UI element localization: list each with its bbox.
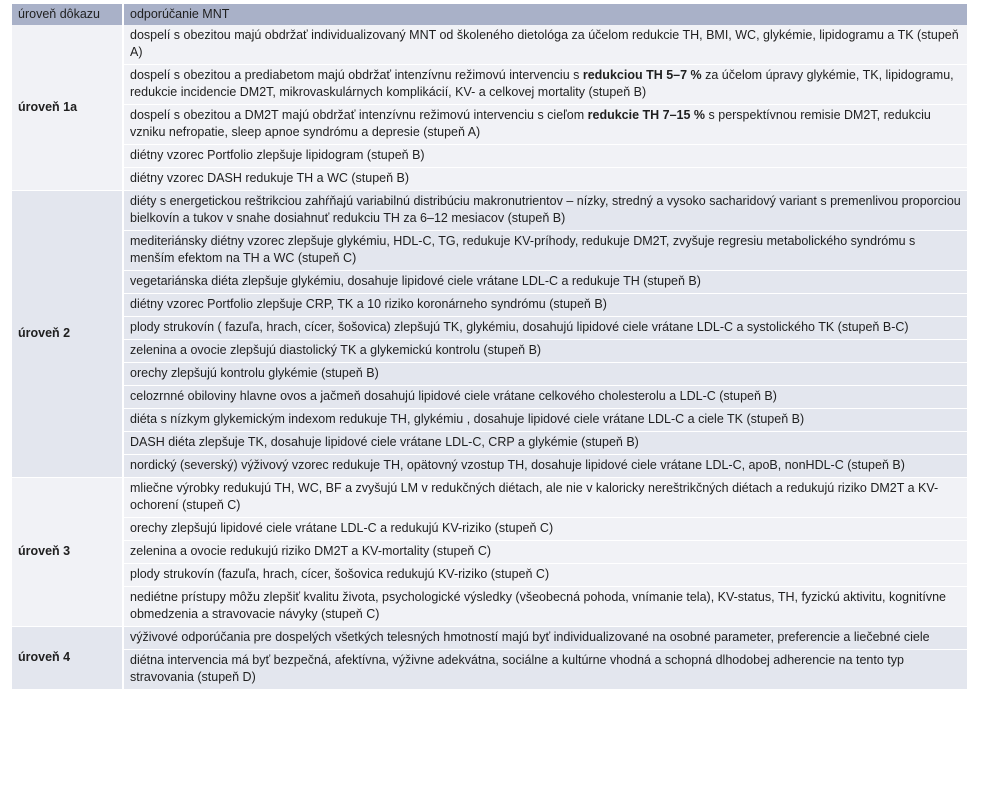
recommendation-cell: DASH diéta zlepšuje TK, dosahuje lipidové ciele vrátane LDL-C, CRP a glykémie (stupeň B) (123, 432, 967, 455)
table-row (12, 65, 967, 105)
header-evidence-level: úroveň dôkazu (12, 4, 123, 25)
table-body (12, 25, 967, 690)
recommendation-cell: diétny vzorec DASH redukuje TH a WC (stupeň B) (123, 168, 967, 191)
table-row (12, 432, 967, 455)
recommendation-cell: dospelí s obezitou a prediabetom majú obdržať intenzívnu režimovú intervenciu s redukciou TH 5–7 % za účelom úpravy glykémie, TK, lipidogramu, redukcie incidencie DM2T, mikrovaskulárnych komplikácií, KV- a celkovej mortality (stupeň B) (123, 65, 967, 105)
table-row (12, 105, 967, 145)
evidence-level-cell: úroveň 2 (12, 191, 123, 478)
recommendation-cell: plody strukovín ( fazuľa, hrach, cícer, šošovica) zlepšujú TK, glykémiu, dosahujú lipidové ciele vrátane LDL-C a systolického TK (stupeň B-C) (123, 317, 967, 340)
table-row (12, 409, 967, 432)
recommendation-cell: zelenina a ovocie zlepšujú diastolický TK a glykemickú kontrolu (stupeň B) (123, 340, 967, 363)
table-row (12, 145, 967, 168)
recommendation-cell: diétny vzorec Portfolio zlepšuje lipidogram (stupeň B) (123, 145, 967, 168)
recommendation-cell: nediétne prístupy môžu zlepšiť kvalitu života, psychologické výsledky (všeobecná pohoda, vnímanie tela), KV-status, TH, fyzickú aktivitu, kognitívne obmedzenia a stravovacie návyky (stupeň C) (123, 587, 967, 627)
evidence-level-cell: úroveň 4 (12, 627, 123, 690)
recommendation-cell: dospelí s obezitou majú obdržať individualizovaný MNT od školeného dietológa za účelom redukcie TH, BMI, WC, glykémie, lipidogramu a TK (stupeň A) (123, 25, 967, 65)
table-row (12, 294, 967, 317)
recommendation-cell: diétna intervencia má byť bezpečná, afektívna, výživne adekvátna, sociálne a kultúrne vhodná a schopná dlhodobej adherencie na tento typ stravovania (stupeň D) (123, 650, 967, 690)
header-mnt-recommendation: odporúčanie MNT (123, 4, 967, 25)
table-row (12, 478, 967, 518)
emphasized-text: redukciou TH 5–7 % (582, 68, 702, 82)
recommendation-cell: diéta s nízkym glykemickým indexom redukuje TH, glykémiu , dosahuje lipidové ciele vrátane LDL-C a ciele TK (stupeň B) (123, 409, 967, 432)
table-header-row (12, 4, 967, 25)
table-row (12, 627, 967, 650)
table-row (12, 363, 967, 386)
mnt-recommendation-table (12, 4, 967, 690)
table-row (12, 650, 967, 690)
table-row (12, 231, 967, 271)
recommendation-cell: celozrnné obiloviny hlavne ovos a jačmeň dosahujú lipidové ciele vrátane celkového cholesterolu a LDL-C (stupeň B) (123, 386, 967, 409)
recommendation-cell: diétny vzorec Portfolio zlepšuje CRP, TK a 10 riziko koronárneho syndrómu (stupeň B) (123, 294, 967, 317)
recommendation-cell: mediteriánsky diétny vzorec zlepšuje glykémiu, HDL-C, TG, redukuje KV-príhody, redukuje DM2T, zvyšuje regresiu metabolického syndrómu s menším efektom na TH a WC (stupeň C) (123, 231, 967, 271)
table-row (12, 541, 967, 564)
mnt-recommendation-table-container (12, 4, 967, 690)
evidence-level-cell: úroveň 3 (12, 478, 123, 627)
table-row (12, 587, 967, 627)
emphasized-text: redukcie TH 7–15 % (587, 108, 706, 122)
recommendation-cell: orechy zlepšujú lipidové ciele vrátane LDL-C a redukujú KV-riziko (stupeň C) (123, 518, 967, 541)
recommendation-cell: zelenina a ovocie redukujú riziko DM2T a KV-mortality (stupeň C) (123, 541, 967, 564)
table-row (12, 191, 967, 231)
recommendation-cell: diéty s energetickou reštrikciou zahŕňajú variabilnú distribúciu makronutrientov – nízky, stredný a vysoko sacharidový variant s premenlivou proporciou bielkovín a tukov v snahe dosiahnuť redukciu TH za 6–12 mesiacov (stupeň B) (123, 191, 967, 231)
table-row (12, 455, 967, 478)
table-row (12, 317, 967, 340)
table-row (12, 518, 967, 541)
table-row (12, 271, 967, 294)
table-row (12, 168, 967, 191)
recommendation-cell: výživové odporúčania pre dospelých všetkých telesných hmotností majú byť individualizované na osobné parameter, preferencie a liečebné ciele (123, 627, 967, 650)
recommendation-cell: orechy zlepšujú kontrolu glykémie (stupeň B) (123, 363, 967, 386)
recommendation-cell: mliečne výrobky redukujú TH, WC, BF a zvyšujú LM v redukčných diétach, ale nie v kaloricky nereštrikčných diétach a redukujú riziko DM2T a KV-ochorení (stupeň C) (123, 478, 967, 518)
recommendation-cell: dospelí s obezitou a DM2T majú obdržať intenzívnu režimovú intervenciu s cieľom redukcie TH 7–15 % s perspektívnou remisie DM2T, redukciu vzniku nefropatie, sleep apnoe syndrómu a depresie (stupeň A) (123, 105, 967, 145)
evidence-level-cell: úroveň 1a (12, 25, 123, 191)
recommendation-cell: vegetariánska diéta zlepšuje glykémiu, dosahuje lipidové ciele vrátane LDL-C a redukuje TH (stupeň B) (123, 271, 967, 294)
table-row (12, 25, 967, 65)
table-row (12, 386, 967, 409)
table-row (12, 564, 967, 587)
table-row (12, 340, 967, 363)
recommendation-cell: plody strukovín (fazuľa, hrach, cícer, šošovica redukujú KV-riziko (stupeň C) (123, 564, 967, 587)
recommendation-cell: nordický (severský) výživový vzorec redukuje TH, opätovný vzostup TH, dosahuje lipidové ciele vrátane LDL-C, apoB, nonHDL-C (stupeň B) (123, 455, 967, 478)
